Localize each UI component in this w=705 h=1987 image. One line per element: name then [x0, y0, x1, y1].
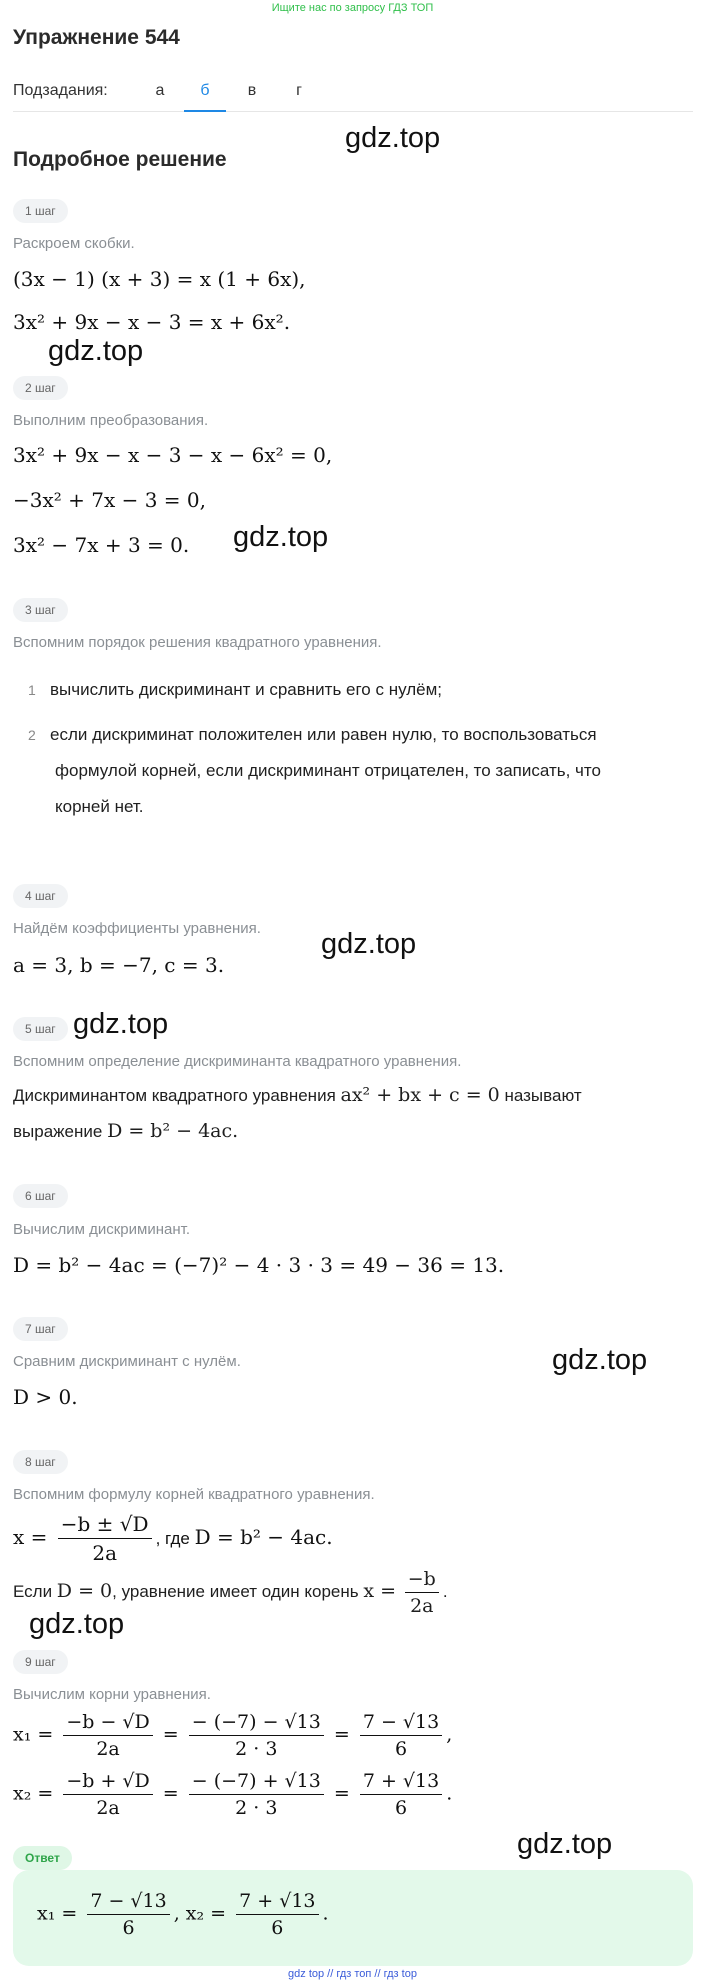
math-text: x = — [13, 1525, 48, 1549]
definition-line — [13, 1120, 238, 1142]
math-text: x = — [363, 1579, 397, 1602]
answer-box — [13, 1870, 693, 1966]
fraction — [189, 1770, 324, 1819]
step-description: Вспомним порядок решения квадратного уравнения. — [13, 634, 382, 651]
math-text: , — [446, 1723, 453, 1746]
list-item: корней нет. — [55, 797, 144, 816]
root-formula — [13, 1512, 333, 1565]
step-badge: 5 шаг — [13, 1017, 68, 1041]
step-badge: 3 шаг — [13, 598, 68, 622]
math-text: x₁ = — [13, 1723, 54, 1746]
answer-formula — [37, 1890, 329, 1939]
step-description: Раскроем скобки. — [13, 235, 135, 252]
step-description: Вспомним формулу корней квадратного уравнения. — [13, 1486, 375, 1503]
fraction — [189, 1711, 324, 1760]
subtasks-label: Подзадания: — [13, 82, 108, 99]
fraction-numerator: −b ± √D — [58, 1512, 152, 1539]
fraction — [236, 1890, 318, 1939]
fraction-numerator: −b + √D — [63, 1770, 152, 1795]
definition-text: Дискриминантом квадратного уравнения — [13, 1086, 341, 1105]
definition-text: называют — [499, 1086, 582, 1105]
definition-line — [13, 1084, 582, 1106]
fraction-numerator: 7 + √13 — [360, 1770, 442, 1795]
step-description: Сравним дискриминант с нулём. — [13, 1353, 241, 1370]
step-description: Найдём коэффициенты уравнения. — [13, 920, 261, 937]
math-line: a = 3, b = −7, c = 3. — [13, 953, 225, 977]
fraction-numerator: 7 + √13 — [236, 1890, 318, 1915]
step-description: Выполним преобразования. — [13, 412, 209, 429]
math-line: 3x² + 9x − x − 3 = x + 6x². — [13, 310, 291, 334]
math-line: (3x − 1) (x + 3) = x (1 + 6x), — [13, 267, 306, 291]
fraction-denominator: 2a — [96, 1797, 120, 1819]
step-badge: 2 шаг — [13, 376, 68, 400]
fraction — [58, 1512, 152, 1565]
step-badge: 8 шаг — [13, 1450, 68, 1474]
list-number: 2 — [28, 727, 36, 743]
fraction — [87, 1890, 169, 1939]
fraction-numerator: −b − √D — [63, 1711, 152, 1736]
tab-b[interactable]: б — [184, 78, 226, 112]
math-line: D > 0. — [13, 1385, 78, 1409]
math-line: D = b² − 4ac = (−7)² − 4 · 3 · 3 = 49 − 36 = 13. — [13, 1253, 505, 1277]
math-text: . — [446, 1782, 453, 1805]
root-x2: x₂ = $\frac{-b + √D}{2a}$ = $\frac{- (-7) + √13}{2 \cdot 3}$ = $\frac{7 + √13}{6}$ . — [13, 1770, 453, 1819]
fraction-denominator: 6 — [394, 1738, 408, 1760]
page-title: Упражнение 544 — [13, 26, 180, 49]
answer-badge: Ответ — [13, 1846, 72, 1870]
step-badge: 1 шаг — [13, 199, 68, 223]
math-text: x₂ = — [13, 1782, 54, 1805]
math-text: D = b² − 4ac. — [194, 1525, 333, 1549]
text: . — [442, 1581, 448, 1601]
definition-text: выражение — [13, 1122, 108, 1141]
tab-a[interactable]: а — [155, 82, 165, 99]
math-text: . — [322, 1902, 329, 1925]
tab-g[interactable]: г — [296, 82, 302, 99]
step-description: Вычислим корни уравнения. — [13, 1686, 211, 1703]
watermark: gdz.top — [345, 122, 441, 154]
step-badge: 6 шаг — [13, 1184, 68, 1208]
fraction-denominator: 6 — [122, 1917, 135, 1939]
definition-math: ax² + bx + c = 0 — [340, 1084, 500, 1106]
step-badge: 9 шаг — [13, 1650, 68, 1674]
fraction-denominator: 6 — [394, 1797, 408, 1819]
fraction-numerator: − (−7) + √13 — [189, 1770, 324, 1795]
watermark: gdz.top — [233, 521, 329, 553]
watermark: gdz.top — [517, 1828, 613, 1860]
fraction-numerator: − (−7) − √13 — [189, 1711, 324, 1736]
fraction — [405, 1568, 439, 1617]
fraction-denominator: 2a — [410, 1595, 434, 1617]
definition-math: D = b² − 4ac. — [107, 1120, 239, 1142]
list-item: формулой корней, если дискриминант отрицателен, то записать, что — [55, 761, 601, 780]
watermark: gdz.top — [73, 1008, 169, 1040]
tab-v[interactable]: в — [247, 82, 257, 99]
fraction-denominator: 2a — [96, 1738, 120, 1760]
fraction-numerator: 7 − √13 — [360, 1711, 442, 1736]
step-badge: 4 шаг — [13, 884, 68, 908]
list-number: 1 — [28, 682, 36, 698]
fraction — [360, 1770, 442, 1819]
math-line: 3x² − 7x + 3 = 0. — [13, 533, 190, 557]
fraction — [360, 1711, 442, 1760]
step-description: Вычислим дискриминант. — [13, 1221, 190, 1238]
subtasks-nav — [13, 78, 693, 112]
fraction — [63, 1711, 152, 1760]
solution-heading: Подробное решение — [13, 148, 227, 171]
watermark: gdz.top — [321, 928, 417, 960]
fraction-numerator: −b — [405, 1568, 439, 1593]
math-text: D = 0 — [56, 1579, 113, 1602]
fraction-numerator: 7 − √13 — [87, 1890, 169, 1915]
fraction-denominator: 2a — [92, 1541, 117, 1565]
fraction-denominator: 2 · 3 — [235, 1797, 278, 1819]
text: Если — [13, 1581, 57, 1601]
promo-banner[interactable]: Ищите нас по запросу ГДЗ ТОП — [271, 2, 434, 14]
root-x1: x₁ = $\frac{-b - √D}{2a}$ = $\frac{- (-7) - √13}{2 \cdot 3}$ = $\frac{7 - √13}{6}$ , — [13, 1711, 453, 1760]
fraction-denominator: 6 — [271, 1917, 284, 1939]
math-line: 3x² + 9x − x − 3 − x − 6x² = 0, — [13, 443, 333, 467]
list-item: если дискриминат положителен или равен нулю, то воспользоваться — [50, 725, 597, 744]
watermark: gdz.top — [48, 335, 144, 367]
footer-links[interactable]: gdz top // гдз топ // гдз top — [288, 1968, 417, 1980]
fraction-denominator: 2 · 3 — [235, 1738, 278, 1760]
step-description: Вспомним определение дискриминанта квадратного уравнения. — [13, 1053, 462, 1070]
watermark: gdz.top — [552, 1344, 648, 1376]
one-root-line — [13, 1568, 448, 1617]
step-badge: 7 шаг — [13, 1317, 68, 1341]
math-line: −3x² + 7x − 3 = 0, — [13, 488, 207, 512]
math-text: , где — [155, 1529, 195, 1548]
fraction — [63, 1770, 152, 1819]
watermark: gdz.top — [29, 1608, 125, 1640]
text: , уравнение имеет один корень — [112, 1581, 364, 1601]
math-text: , x₂ = — [173, 1902, 227, 1925]
list-item: вычислить дискриминант и сравнить его с нулём; — [50, 680, 443, 699]
math-text: x₁ = — [37, 1902, 78, 1925]
